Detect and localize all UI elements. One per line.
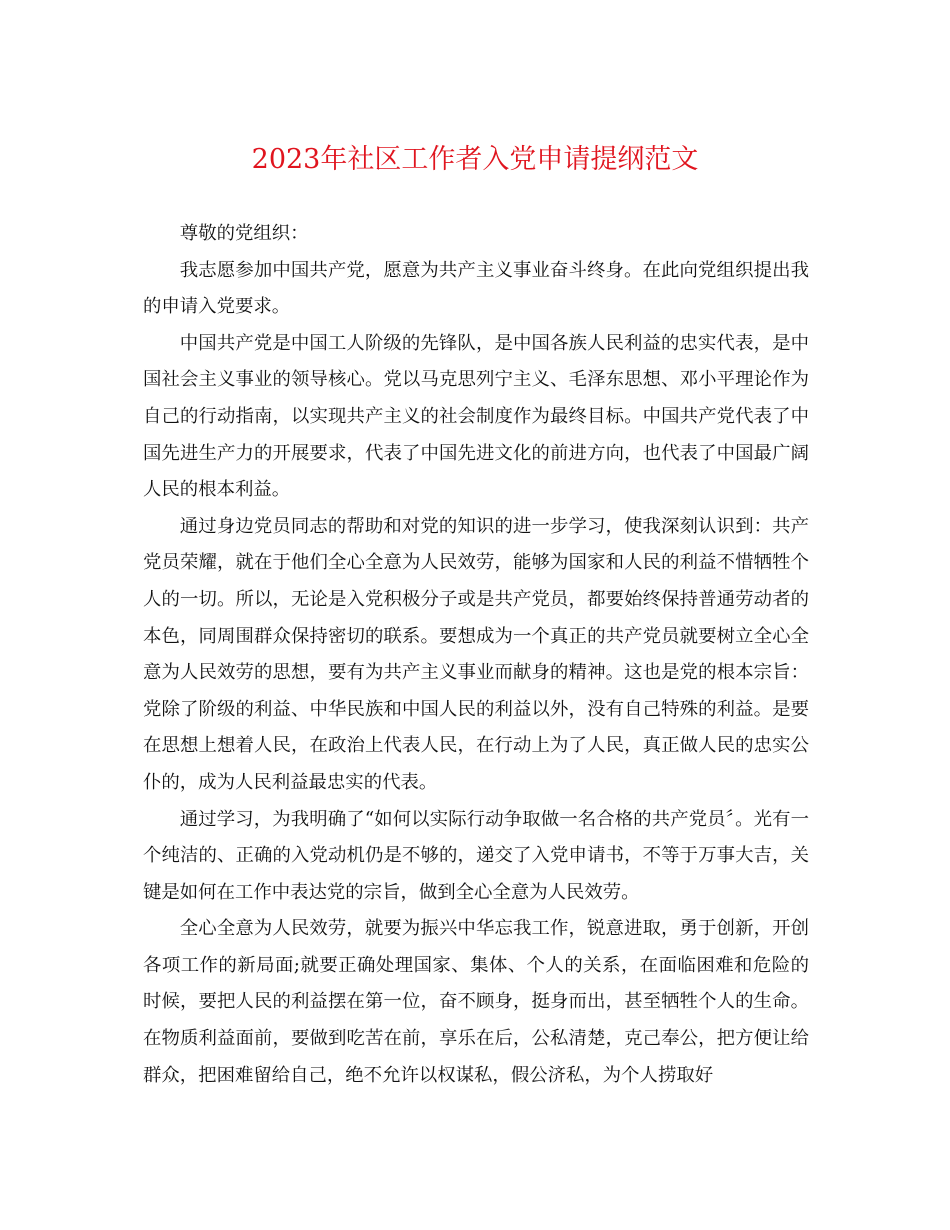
body-paragraph-3: 通过身边党员同志的帮助和对党的知识的进一步学习，使我深刻认识到：共产党员荣耀，就在于他们全心全意为人民效劳，能够为国家和人民的利益不惜牺牲个人的一切。所以，无论是入党积极分子或是共产党员，都要始终保持普通劳动者的本色，同周围群众保持密切的联系。要想成为一个真正的共产党员就要树立全心全意为人民效劳的思想，要有为共产主义事业而献身的精神。这也是党的根本宗旨：党除了阶级的利益、中华民族和中国人民的利益以外，没有自己特殊的利益。是要在思想上想着人民，在政治上代表人民，在行动上为了人民，真正做人民的忠实公仆的，成为人民利益最忠实的代表。 <box>143 515 809 793</box>
body-paragraph-1: 我志愿参加中国共产党，愿意为共产主义事业奋斗终身。在此向党组织提出我的申请入党要求。 <box>143 259 809 318</box>
salutation-paragraph: 尊敬的党组织： <box>179 223 309 244</box>
body-paragraph-4: 通过学习，为我明确了“如何以实际行动争取做一名合格的共产党员〞。光有一个纯洁的、正确的入党动机仍是不够的，递交了入党申请书，不等于万事大吉，关键是如何在工作中表达党的宗旨，做到全心全意为人民效劳。 <box>143 808 809 903</box>
document-body <box>143 216 809 1094</box>
body-paragraph-2: 中国共产党是中国工人阶级的先锋队，是中国各族人民利益的忠实代表，是中国社会主义事业的领导核心。党以马克思列宁主义、毛泽东思想、邓小平理论作为自己的行动指南，以实现共产主义的社会制度作为最终目标。中国共产党代表了中国先进生产力的开展要求，代表了中国先进文化的前进方向，也代表了中国最广阔人民的根本利益。 <box>143 332 809 501</box>
body-paragraph-5: 全心全意为人民效劳，就要为振兴中华忘我工作，锐意进取，勇于创新，开创各项工作的新局面;就要正确处理国家、集体、个人的关系，在面临困难和危险的时候，要把人民的利益摆在第一位，奋不顾身，挺身而出，甚至牺牲个人的生命。在物质利益面前，要做到吃苦在前，享乐在后，公私清楚，克己奉公，把方便让给群众，把困难留给自己，绝不允许以权谋私，假公济私，为个人捞取好 <box>143 918 809 1086</box>
document-title: 2023年社区工作者入党申请提纲范文 <box>251 144 699 175</box>
